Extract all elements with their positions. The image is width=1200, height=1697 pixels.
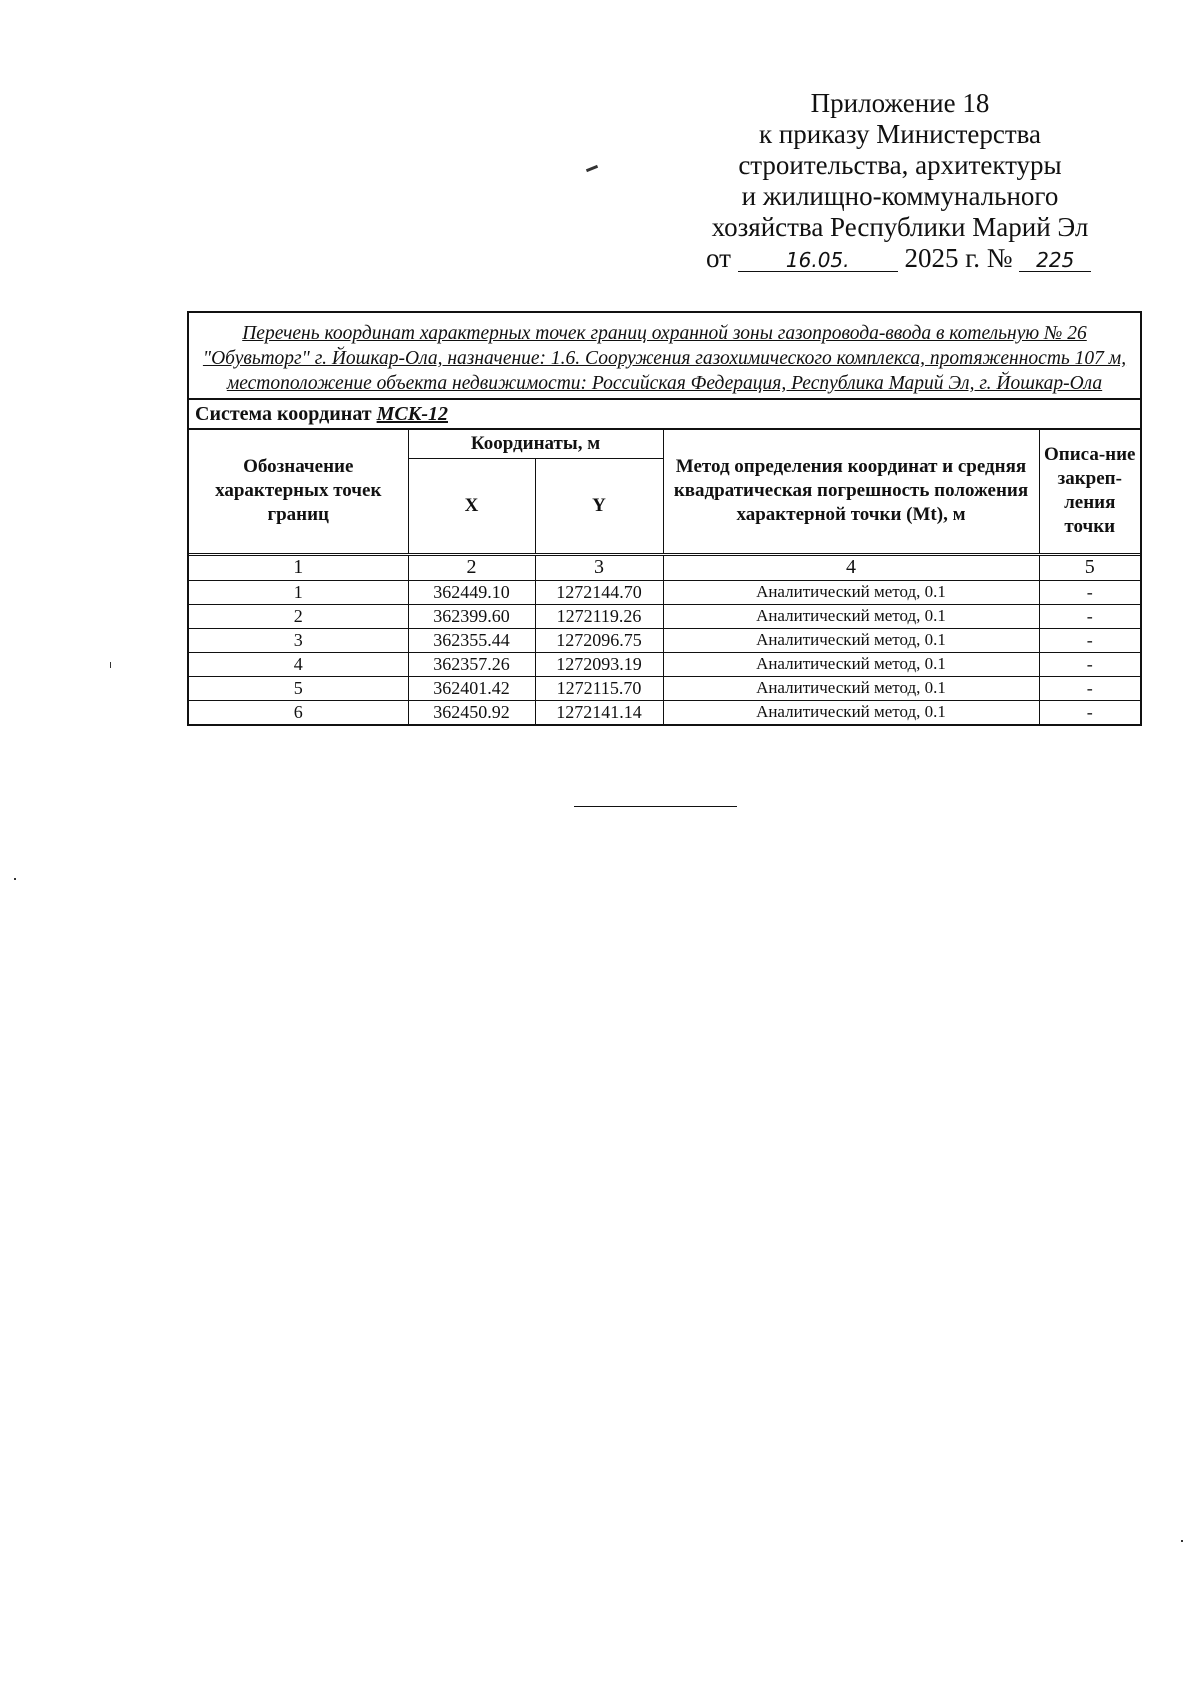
header-method: Метод определения координат и средняя квадратическая погрешность положения характерной точки (Mt), м (663, 430, 1039, 554)
cell-description: - (1039, 580, 1140, 604)
coordinate-system (189, 400, 1140, 430)
cell-method: Аналитический метод, 0.1 (663, 676, 1039, 700)
scan-mark (14, 878, 16, 880)
table-row (189, 700, 1140, 724)
cell-method: Аналитический метод, 0.1 (663, 580, 1039, 604)
table-row (189, 580, 1140, 604)
cell-y: 1272141.14 (535, 700, 663, 724)
cell-description: - (1039, 628, 1140, 652)
cell-point: 2 (189, 604, 408, 628)
column-number: 2 (408, 554, 535, 580)
cell-point: 1 (189, 580, 408, 604)
order-date-line (690, 243, 1110, 274)
cell-x: 362450.92 (408, 700, 535, 724)
coordinate-system-value: МСК-12 (376, 403, 448, 425)
column-number: 3 (535, 554, 663, 580)
cell-x: 362355.44 (408, 628, 535, 652)
header-line: строительства, архитектуры (738, 150, 1062, 180)
cell-point: 4 (189, 652, 408, 676)
cell-method: Аналитический метод, 0.1 (663, 700, 1039, 724)
cell-y: 1272119.26 (535, 604, 663, 628)
cell-x: 362401.42 (408, 676, 535, 700)
scan-mark (1181, 1540, 1183, 1542)
cell-point: 5 (189, 676, 408, 700)
column-number: 4 (663, 554, 1039, 580)
cell-x: 362449.10 (408, 580, 535, 604)
cell-x: 362399.60 (408, 604, 535, 628)
cell-method: Аналитический метод, 0.1 (663, 628, 1039, 652)
table-title: Перечень координат характерных точек границ охранной зоны газопровода-ввода в котельную № 26 "Обувьторг" г. Йошкар-Ола, назначение: 1.6. Сооружения газохимического комплекса, протяженность 107 м, местоположение объекта недвижимости: Российская Федерация, Республика Марий Эл, г. Йошкар-Ола (189, 313, 1140, 400)
header-line: к приказу Министерства (758, 119, 1042, 149)
cell-y: 1272144.70 (535, 580, 663, 604)
table-row (189, 676, 1140, 700)
year-text: 2025 г. № (904, 243, 1013, 273)
header-coordinates: Координаты, м (408, 430, 663, 458)
header-x: X (408, 458, 535, 554)
date-prefix: от (706, 243, 731, 273)
header-line: хозяйства Республики Марий Эл (711, 212, 1089, 242)
appendix-header (690, 88, 1110, 274)
cell-point: 3 (189, 628, 408, 652)
cell-point: 6 (189, 700, 408, 724)
cell-description: - (1039, 676, 1140, 700)
cell-description: - (1039, 604, 1140, 628)
cell-x: 362357.26 (408, 652, 535, 676)
cell-method: Аналитический метод, 0.1 (663, 652, 1039, 676)
cell-y: 1272096.75 (535, 628, 663, 652)
cell-description: - (1039, 652, 1140, 676)
cell-description: - (1039, 700, 1140, 724)
cell-y: 1272093.19 (535, 652, 663, 676)
table-row (189, 604, 1140, 628)
coordinate-system-label: Система координат (195, 403, 372, 425)
scan-mark (586, 165, 598, 172)
cell-method: Аналитический метод, 0.1 (663, 604, 1039, 628)
order-date-handwritten: 16.05. (738, 249, 898, 272)
header-y: Y (535, 458, 663, 554)
header-description: Описа-ние закреп-ления точки (1039, 430, 1140, 554)
coordinates-table-frame (187, 311, 1142, 726)
scan-mark (110, 662, 111, 668)
header-line: и жилищно-коммунального (741, 181, 1059, 211)
table-row (189, 628, 1140, 652)
header-designation: Обозначение характерных точек границ (189, 430, 408, 554)
column-number: 1 (189, 554, 408, 580)
cell-y: 1272115.70 (535, 676, 663, 700)
column-number-row (189, 554, 1140, 580)
end-of-document-line (574, 806, 737, 807)
order-number-handwritten: 225 (1019, 249, 1091, 272)
coordinates-table (189, 430, 1140, 724)
header-line: Приложение 18 (810, 88, 990, 118)
table-row (189, 652, 1140, 676)
column-number: 5 (1039, 554, 1140, 580)
